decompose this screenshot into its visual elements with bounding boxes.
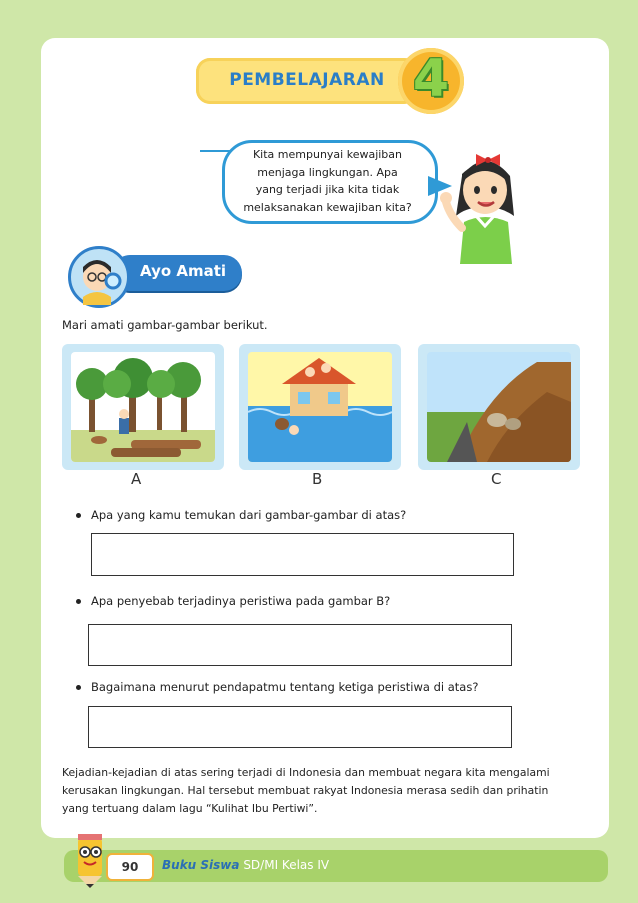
question-text: Apa penyebab terjadinya peristiwa pada gambar B? (91, 594, 391, 608)
question-3 (76, 680, 478, 694)
question-text: Bagaimana menurut pendapatmu tentang ketiga peristiwa di atas? (91, 680, 479, 694)
closing-paragraph (62, 764, 586, 818)
bubble-accent-line (200, 150, 230, 152)
bubble-line: melaksanakan kewajiban kita? (243, 200, 412, 214)
paragraph-line: kerusakan lingkungan. Hal tersebut membuat rakyat Indonesia merasa sedih dan prihatin (62, 784, 549, 797)
speech-bubble-text (230, 146, 425, 216)
bubble-line: menjaga lingkungan. Apa (257, 165, 398, 179)
bullet-icon (76, 599, 81, 604)
bullet-icon (76, 685, 81, 690)
answer-box-3[interactable] (88, 706, 512, 748)
girl-character-icon (440, 146, 530, 266)
book-title: Buku Siswa (162, 858, 240, 872)
question-text: Apa yang kamu temukan dari gambar-gambar di atas? (91, 508, 407, 522)
book-subtitle: SD/MI Kelas IV (243, 858, 330, 872)
boy-magnifier-icon (68, 246, 130, 308)
lesson-number: 4 (412, 49, 450, 109)
answer-box-2[interactable] (88, 624, 512, 666)
ayo-amati-label: Ayo Amati (140, 262, 227, 280)
picture-label-c: C (491, 470, 502, 488)
paragraph-line: yang tertuang dalam lagu “Kulihat Ibu Pertiwi”. (62, 802, 318, 815)
answer-box-1[interactable] (91, 533, 514, 576)
footer-book-title (162, 858, 329, 872)
bubble-line: Kita mempunyai kewajiban (252, 148, 403, 161)
flood-illustration-icon (248, 352, 392, 462)
logged-forest-illustration-icon (71, 352, 215, 462)
paragraph-line: Kejadian-kejadian di atas sering terjadi di Indonesia dan membuat negara kita mengalami (62, 766, 550, 779)
bubble-line: yang terjadi jika kita tidak (255, 183, 400, 196)
intro-text: Mari amati gambar-gambar berikut. (62, 318, 268, 332)
bullet-icon (76, 513, 81, 518)
page-number: 90 (106, 853, 154, 881)
picture-label-b: B (312, 470, 323, 488)
page-title: PEMBELAJARAN (229, 70, 385, 90)
question-1 (76, 508, 406, 522)
boy-with-magnifier-icon (71, 249, 127, 305)
question-2 (76, 594, 390, 608)
landslide-illustration-icon (427, 352, 571, 462)
picture-label-a: A (131, 470, 142, 488)
